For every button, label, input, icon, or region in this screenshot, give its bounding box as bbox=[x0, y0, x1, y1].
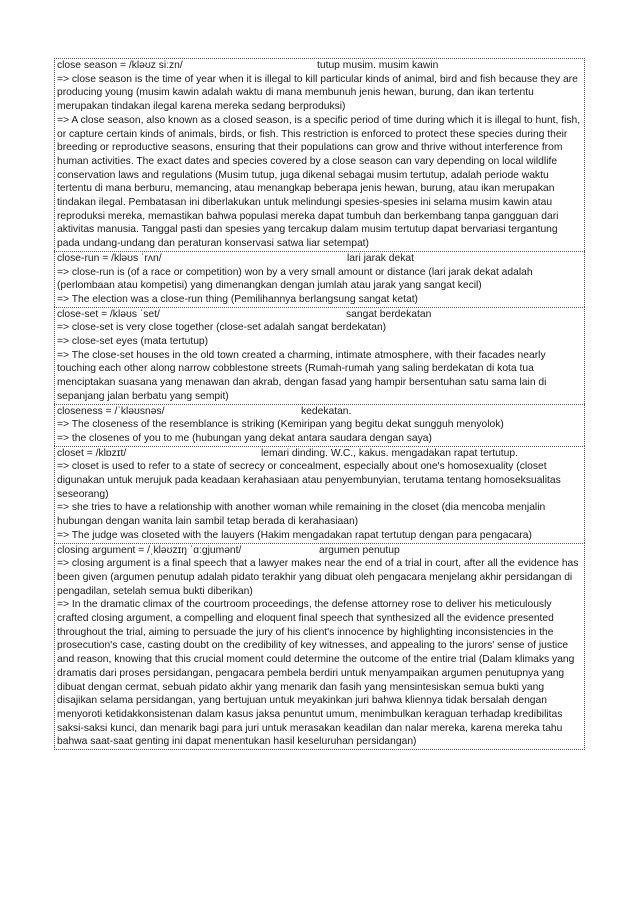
entry-line: => The election was a close-run thing (Pemilihannya berlangsung sangat ketat) bbox=[57, 293, 418, 305]
entry-translation: lari jarak dekat bbox=[347, 252, 414, 264]
entry-line: => closing argument is a final speech that a lawyer makes near the end of a trial in court, after all the evidence has been given (argumen penutup adalah pidato terakhir yang dibuat oleh pengacara menjelang akhir persidangan di pengadilan, setelah semua bukti diberikan) bbox=[57, 558, 579, 597]
entry-line: => close-run is (of a race or competition) won by a very small amount or distance (lari jarak dekat adalah (perlombaan atau kompetisi) yang dimenangkan dengan jumlah atau jarak yang sangat kecil) bbox=[57, 266, 533, 292]
entry-close-season bbox=[54, 58, 585, 251]
entry-line: => In the dramatic climax of the courtroom proceedings, the defense attorney rose to deliver his meticulously crafted closing argument, a compelling and eloquent final speech that synthesized all the evidence presented throughout the trial, aiming to persuade the jury of his client's innocence by highlighting inconsistencies in the prosecution's case, casting doubt on the credibility of key witnesses, and appealing to the jurors' sense of justice and reason, knowing that this crucial moment could determine the outcome of the entire trial (Dalam klimaks yang dramatis dari proses persidangan, pengacara pembela berdiri untuk menyampaikan argumen penutupnya yang dibuat dengan cermat, sebuah pidato akhir yang menarik dan fasih yang mensintesiskan semua bukti yang disajikan selama persidangan, yang bertujuan untuk meyakinkan juri bahwa kliennya tidak bersalah dengan menyoroti ketidakkonsistenan dalam kasus jaksa penuntut umum, menimbulkan keraguan terhadap kredibilitas saksi-saksi kunci, dan menarik bagi para juri untuk merasakan keadilan dan nalar mereka, karena mereka tahu bahwa saat-saat genting ini dapat menentukan hasil keseluruhan persidangan) bbox=[57, 599, 575, 748]
entry-header bbox=[57, 405, 582, 419]
entry-term: closet = /klɒzɪt/ bbox=[57, 447, 127, 459]
entry-line: => the closenes of you to me (hubungan yang dekat antara saudara dengan saya) bbox=[57, 432, 432, 444]
entry-translation: kedekatan. bbox=[301, 405, 352, 417]
entry-header bbox=[57, 252, 582, 266]
entry-term: close season = /kləʊz siːzn/ bbox=[57, 60, 183, 71]
entry-term: close-run = /kləʊs ˈrʌn/ bbox=[57, 252, 162, 264]
entry-line: => close-set is very close together (close-set adalah sangat berdekatan) bbox=[57, 322, 387, 334]
entry-line: => closet is used to refer to a state of secrecy or concealment, especially about one's homosexuality (closet digunakan untuk merujuk pada keadaan kerahasiaan atau penyembunyian, terutama tentang homoseksualitas seseorang) bbox=[57, 461, 561, 500]
entry-line: => close season is the time of year when it is illegal to kill particular kinds of animal, bird and fish because they are producing young (musim kawin adalah waktu di mana membunuh jenis hewan, burung, dan ikan tertentu merupakan tindakan ilegal karena mereka sedang berproduksi) bbox=[57, 73, 578, 113]
entry-translation: tutup musim. musim kawin bbox=[317, 60, 439, 71]
dictionary-page bbox=[54, 58, 585, 750]
entry-line: => The closeness of the resemblance is striking (Kemiripan yang begitu dekat sungguh menyolok) bbox=[57, 419, 504, 431]
entry-term: close-set = /kləʊs ˈset/ bbox=[57, 308, 160, 320]
entry-line: => she tries to have a relationship with another woman while remaining in the closet (dia mencoba menjalin hubungan dengan wanita lain sambil tetap berada di kerahasiaan) bbox=[57, 502, 546, 528]
entry-close-run bbox=[54, 251, 585, 307]
entry-header bbox=[57, 59, 582, 73]
entry-line: => close-set eyes (mata tertutup) bbox=[57, 336, 209, 348]
entry-line: => The judge was closeted with the lauyers (Hakim mengadakan rapat tertutup dengan para pengacara) bbox=[57, 529, 532, 541]
entry-term: closing argument = /ˌkləʊzɪŋ ˈɑːɡjumənt/ bbox=[57, 544, 242, 556]
entry-closet bbox=[54, 446, 585, 543]
entry-closeness bbox=[54, 404, 585, 446]
entry-translation: lemari dinding. W.C., kakus. mengadakan rapat tertutup. bbox=[261, 447, 518, 459]
entry-header bbox=[57, 544, 582, 558]
entry-translation: argumen penutup bbox=[319, 544, 400, 556]
entry-translation: sangat berdekatan bbox=[346, 308, 432, 320]
entry-line: => A close season, also known as a closed season, is a specific period of time during which it is illegal to hunt, fish, or capture certain kinds of animals, birds, or fish. This restriction is enforced to protect these species during their breeding or reproductive seasons, ensuring that their populations can grow and thrive without interference from human activities. The exact dates and species covered by a close season can vary depending on local wildlife conservation laws and regulations (Musim tutup, juga dikenal sebagai musim tertutup, adalah periode waktu tertentu di mana berburu, memancing, atau menangkap beberapa jenis hewan, burung, atau ikan merupakan tindakan ilegal. Pembatasan ini diberlakukan untuk melindungi spesies-spesies ini selama musim kawin atau reproduksi mereka, memastikan bahwa populasi mereka dapat tumbuh dan berkembang tanpa gangguan dari aktivitas manusia. Tanggal pasti dan spesies yang tercakup dalam musim tertutup dapat bervariasi tergantung pada undang-undang dan peraturan konservasi satwa liar setempat) bbox=[57, 114, 581, 250]
entry-header bbox=[57, 447, 582, 461]
entry-closing-argument bbox=[54, 543, 585, 751]
entry-term: closeness = /ˈkləʊsnəs/ bbox=[57, 405, 165, 417]
entry-header bbox=[57, 308, 582, 322]
entry-close-set bbox=[54, 307, 585, 404]
entry-line: => The close-set houses in the old town created a charming, intimate atmosphere, with their facades nearly touching each other along narrow cobblestone streets (Rumah-rumah yang saling berdekatan di kota tua menciptakan suasana yang menawan dan akrab, dengan fasad yang hampir bersentuhan satu sama lain di sepanjang jalan berbatu yang sempit) bbox=[57, 349, 547, 402]
